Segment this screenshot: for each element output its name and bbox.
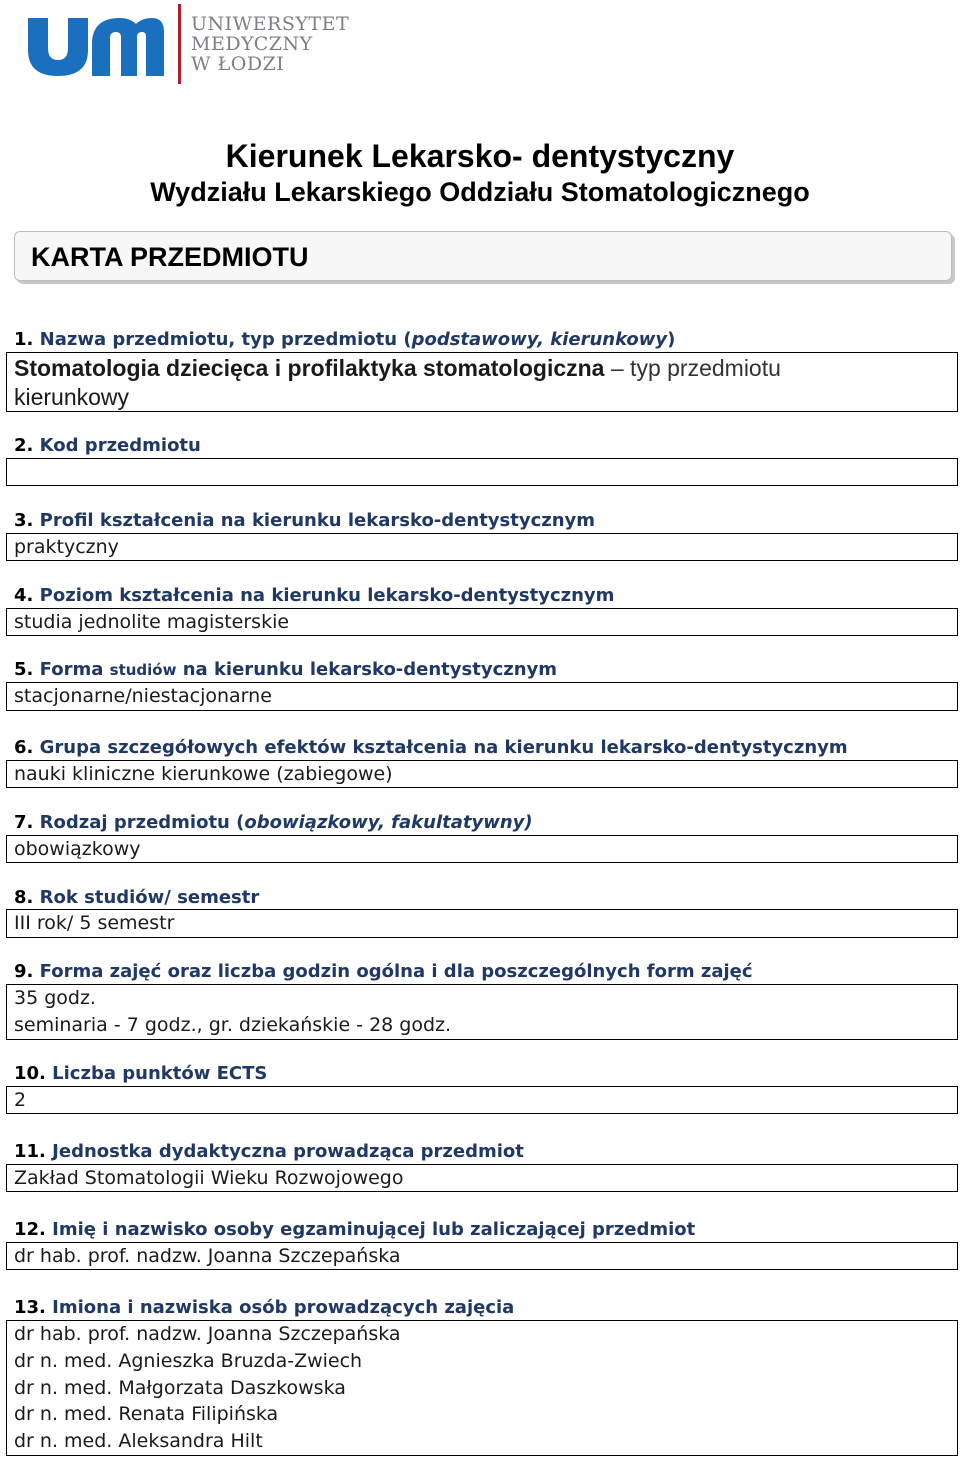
section-label: Profil kształcenia na kierunku lekarsko-dentystycznym [39,510,596,531]
instructor-item: dr n. med. Agnieszka Bruzda-Zwiech [14,1350,363,1372]
outcomes-group-value: nauki kliniczne kierunkowe (zabiegowe) [14,763,393,785]
section-6-box [6,760,958,788]
section-label-end: ) [667,329,676,350]
section-label-small: studiów [109,661,177,679]
section-4-heading [14,585,614,606]
logo-divider [178,4,181,84]
total-hours-value: 35 godz. [14,987,96,1009]
section-4-box [6,608,958,636]
instructor-item: dr n. med. Renata Filipińska [14,1403,279,1425]
section-number: 7. [14,812,34,833]
section-11-box [6,1164,958,1192]
subject-type-label: – typ przedmiotu [604,355,781,381]
logo-line-1: UNIWERSYTET [191,13,350,35]
section-number: 5. [14,659,34,680]
year-semester-value: III rok/ 5 semestr [14,912,175,934]
section-3-box [6,533,958,561]
section-10-box [6,1086,958,1114]
section-8-heading [14,887,259,908]
section-label: Grupa szczegółowych efektów kształcenia na kierunku lekarsko-dentystycznym [39,737,848,758]
section-1-heading [14,329,675,350]
section-7-box [6,835,958,863]
section-5-heading [14,659,557,680]
university-logo [26,4,350,84]
section-label: Liczba punktów ECTS [52,1063,268,1084]
section-number: 1. [14,329,34,350]
section-13-heading [14,1297,514,1318]
section-label-italic: obowiązkowy, fakultatywny) [244,812,533,833]
instructor-item: dr n. med. Małgorzata Daszkowska [14,1377,346,1399]
card-header [14,231,952,281]
logo-wordmark [191,14,349,74]
section-9-heading [14,961,753,982]
subject-name: Stomatologia dziecięca i profilaktyka stomatologiczna [14,355,605,381]
section-9-box [6,984,958,1040]
section-11-heading [14,1141,524,1162]
card-header-label: KARTA PRZEDMIOTU [31,242,309,272]
section-label: Poziom kształcenia na kierunku lekarsko-dentystycznym [39,585,615,606]
subject-kind-value: obowiązkowy [14,838,141,860]
section-label: Nazwa przedmiotu, typ przedmiotu ( [39,329,412,350]
profile-value: praktyczny [14,536,119,558]
ects-value: 2 [14,1089,27,1111]
subject-type: kierunkowy [14,384,130,410]
section-5-box [6,682,958,711]
section-number: 9. [14,961,34,982]
section-label: Rodzaj przedmiotu ( [39,812,245,833]
logo-line-2: MEDYCZNY [191,33,313,55]
section-label: Imiona i nazwiska osób prowadzących zajęcia [52,1297,515,1318]
section-label: Imię i nazwisko osoby egzaminującej lub zaliczającej przedmiot [52,1219,696,1240]
section-3-heading [14,510,595,531]
section-10-heading [14,1063,267,1084]
level-value: studia jednolite magisterskie [14,611,290,633]
section-number: 8. [14,887,34,908]
subject-line [14,355,781,382]
study-form-value: stacjonarne/niestacjonarne [14,685,272,707]
section-number: 13. [14,1297,46,1318]
section-1-box [6,352,958,412]
section-number: 2. [14,435,34,456]
section-12-heading [14,1219,695,1240]
instructor-item: dr hab. prof. nadzw. Joanna Szczepańska [14,1323,401,1345]
section-label: Jednostka dydaktyczna prowadząca przedmiot [52,1141,524,1162]
section-label: Forma zajęć oraz liczba godzin ogólna i dla poszczególnych form zajęć [39,961,753,982]
page-title: Kierunek Lekarsko- dentystyczny [225,138,735,174]
section-number: 12. [14,1219,46,1240]
section-number: 4. [14,585,34,606]
um-logo-mark [26,4,166,80]
section-number: 3. [14,510,34,531]
section-label: Kod przedmiotu [39,435,201,456]
section-7-heading [14,812,533,833]
unit-value: Zakład Stomatologii Wieku Rozwojowego [14,1167,404,1189]
section-2-heading [14,435,201,456]
section-label-italic: podstawowy, kierunkowy [411,329,668,350]
section-13-box [6,1320,958,1456]
page-subtitle: Wydziału Lekarskiego Oddziału Stomatologicznego [150,177,810,207]
hours-breakdown-value: seminaria - 7 godz., gr. dziekańskie - 28 godz. [14,1014,452,1036]
examiner-value: dr hab. prof. nadzw. Joanna Szczepańska [14,1245,401,1267]
section-12-box [6,1242,958,1270]
logo-line-3: W ŁODZI [191,53,285,75]
section-8-box [6,909,958,938]
section-number: 10. [14,1063,46,1084]
section-2-box [6,458,958,486]
section-6-heading [14,737,848,758]
instructor-item: dr n. med. Aleksandra Hilt [14,1430,263,1452]
section-label: Rok studiów/ semestr [39,887,260,908]
section-label: Forma [39,659,110,680]
section-label-end: na kierunku lekarsko-dentystycznym [176,659,558,680]
section-number: 11. [14,1141,46,1162]
section-number: 6. [14,737,34,758]
